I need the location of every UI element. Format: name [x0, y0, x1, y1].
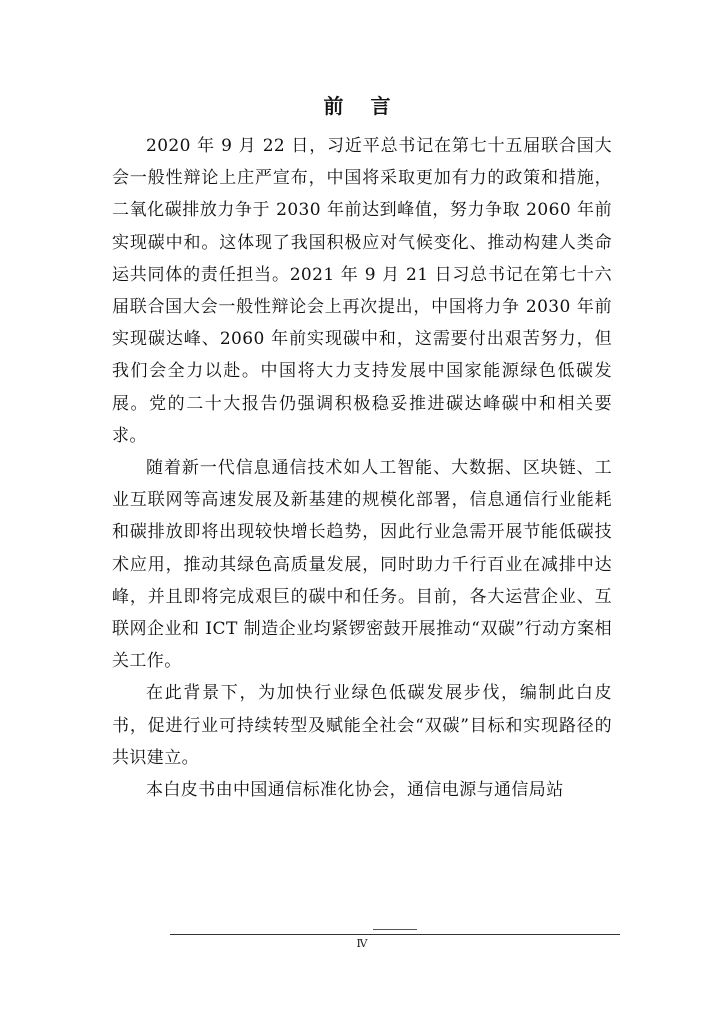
body-text: [112, 130, 612, 806]
footer-short-rule: [373, 929, 417, 930]
paragraph-3: 在此背景下，为加快行业绿色低碳发展步伐，编制此白皮书，促进行业可持续转型及赋能全社会“双碳”目标和实现路径的共识建立。: [112, 683, 612, 768]
page-title: 前 言: [323, 94, 401, 118]
paragraph-1: 2020 年 9 月 22 日，习近平总书记在第七十五届联合国大会一般性辩论上庄严宣布，中国将采取更加有力的政策和措施，二氧化碳排放力争于 2030 年前达到峰值，努力争取 2060 年前实现碳中和。这体现了我国积极应对气候变化、推动构建人类命运共同体的责任担当。2021 年 9 月 21 日习总书记在第七十六届联合国大会一般性辩论会上再次提出，中国将力争 2030 年前实现碳达峰、2060 年前实现碳中和，这需要付出艰苦努力，但我们会全力以赴。中国将大力支持发展中国家能源绿色低碳发展。党的二十大报告仍强调积极稳妥推进碳达峰碳中和相关要求。: [112, 136, 612, 446]
page-number: Ⅳ: [356, 938, 368, 950]
paragraph-2: 随着新一代信息通信技术如人工智能、大数据、区块链、工业互联网等高速发展及新基建的规模化部署，信息通信行业能耗和碳排放即将出现较快增长趋势，因此行业急需开展节能低碳技术应用，推动其绿色高质量发展，同时助力千行百业在减排中达峰，并且即将完成艰巨的碳中和任务。目前，各大运营企业、互联网企业和 ICT 制造企业均紧锣密鼓开展推动“双碳”行动方案相关工作。: [112, 458, 612, 672]
paragraph-4: 本白皮书由中国通信标准化协会，通信电源与通信局站: [146, 780, 564, 801]
footer-rule: [170, 934, 620, 935]
